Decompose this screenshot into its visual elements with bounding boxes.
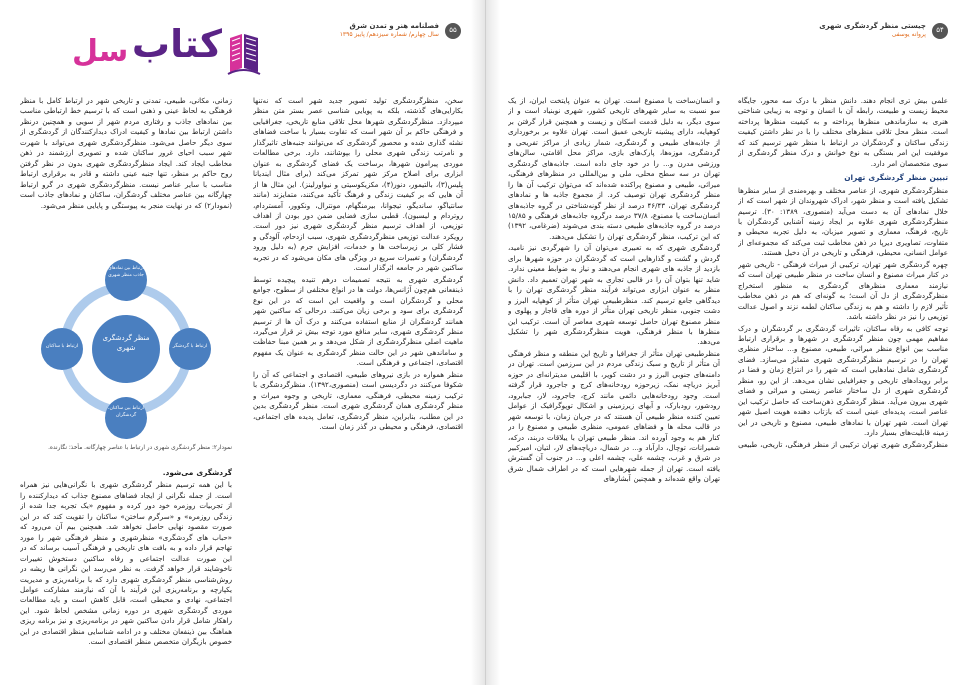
right-page-col-right	[738, 96, 948, 671]
page-number: ۵۴	[932, 23, 948, 39]
left-page-col-left	[20, 96, 232, 256]
paragraph: گردشگری شهری که به تعبیری می‌توان آن را شهرگردی نیز نامید، گردش و گشت و گذارهایی است که گردشگران در حوزه شهرها برای بازدید از جاذبه های شهری انجام می‌دهند و نیاز به ضوابط معینی ندارد. شاید تنها بتوان آن را در قالبی تجاری به شهر تهران تعمیم داد. دانش منظر به عنوان ابزاری می‌تواند فرآیند منظر گردشگری تهران را با دیدگاهی جامع ترسیم کند. منظرطبیعی تهران متأثر از کوهپایه البرز و دشت جنوبی، منظر تاریخی تهران متأثر از دوره های قاجار و پهلوی و منظر مصنوع تهران حاصل توسعه شهری معاصر آن است. ترکیب این منظرها با منظر فرهنگی، هویت منظرگردشگری شهر را تشکیل می‌دهد.	[508, 243, 720, 347]
logo-wordmark	[70, 20, 270, 80]
right-page-col-left	[508, 96, 720, 671]
running-header	[340, 22, 461, 40]
journal-issue: سال چهارم/ شماره سیزدهم/ پاییز ۱۳۹۵	[339, 31, 439, 39]
article-title: چیستی منظر گردشگری شهری	[819, 22, 926, 30]
section-heading: تبیین منظر گردشگری تهران	[844, 173, 948, 183]
four-relations-diagram	[26, 258, 226, 440]
paragraph: و انسان‌ساخت یا مصنوع است. تهران به عنوان پایتخت ایران، از یک سو نسبت به سایر شهرهای تاریخی کشور، شهری نوبنیاد است و از سوی دیگر، به دلیل قدمت اسکان و زیست و همچنین قرار گرفتن بر کوهپایه، دارای پیشینه تاریخی عمیق است. تهران علاوه بر برخورداری از جاذبه‌های طبیعی و گردشگری، شمار زیادی از مراکز تفریحی و گردشگری، موزه‌ها، پارک‌های بازی، مراکز محل اقامتی، سالن‌های ورزشی مدرن و... را در خود جای داده است. جاذبه‌های گردشگری تهران در سه سطح محلی، ملی و بین‌المللی در منظرهای فرهنگی، میراثی، طبیعی و مصنوع پراکنده شده‌اند که می‌توان ترکیب آن ها را منظر گردشگری تهران توصیف کرد. از مجموع جاذبه ها و نمادهای گردشگری تهران، ۴۶/۴۳ درصد از نظر گونه‌شناختی در گروه جاذبه‌های انسان‌ساخت یا مصنوع، ۳۷/۸ درصد درگروه جاذبه‌های فرهنگی و ۱۵/۸۵ درصد در گروه جاذبه‌های طبیعی دسته بندی می‌شوند (ضرغامی، ۱۳۹۲) که این ترکیب، منظر گردشگری تهران را تشکیل می‌دهند.	[508, 96, 720, 241]
figure-caption: نمودار۲: منظر گردشگری شهری در ارتباط با عناصر چهارگانه. مأخذ: نگارنده.	[48, 445, 232, 451]
diagram-right-label: ارتباط با گردشگر	[172, 344, 208, 349]
section-heading: گردشگری می‌شود.	[162, 468, 232, 477]
logo-word-sal: سل	[72, 34, 129, 69]
diagram-left-label: ارتباط با ساکنان	[45, 344, 79, 349]
paragraph: سخن، منظرگردشگری تولید تصویر جدید شهر است که نه‌تنها بکارایی‌های گذشته، بلکه به پویایی شناسی عصر بستر متن منظر میپردازد. منظرگردشگری شهرها محل تلاقی منابع تاریخی، جغرافیایی و فرهنگی حاکم بر آن شهر است که تفاوت بسیار با ساخت فضاهای نشئه گذاری شده و محصور گردشگری که می‌توانند جنبه‌های تاثیرگذار و نامرتب زندگی شهری محلی را بپوشانند، دارد. برخی مطالعات موردی پیرامون شهرها، برساخت یک فضای گردشگری به عنوان ابزاری برای اصلاح مرکز شهر تمرکز می‌کند (برای مثال ایندیانا پلیس(۳)، بالتیمور، دنور(۴)، مکزیکوسیتی و نیواورلینز). این مثال ها از آن هایی که بر کیفیت زندگی و فرهنگ تأکید می‌کنند، متمایزند (مانند سانتیاگو، سانديگو، تیجوانا، بیرمنگهام، مونترال، ونکوور، آمستردام، روتردام و لیسبون). قطبی سازی فضایی ضمن دور بودن از اهداف توزیعی، از اهداف ترسیم منظر گردشگری شهری نیز دور است. رویکرد عدالت توزیعی منظرگردشگری شهری، سبب ازدحام، آلودگی و فشار کلی بر زیرساخت ها و خدمات، افزایش جرم (به دلیل ورود گردشگران) و تغییرات سریع در ویژگی های مکان می‌شود که در تجربه ساکنین شهر در جامعه اثرگذار است.	[253, 96, 463, 273]
kitabsal-logo	[70, 20, 270, 80]
paragraph: با این همه ترسیم منظر گردشگری شهری با نگرانی‌هایی نیز همراه است. از جمله نگرانی از ایجاد فضاهای مصنوع جذاب که دیدارکننده را از تجربیات روزمره خود دور کرده و مفهوم «یک تجربه جدا شده از زندگی روزمره» و «سرگرم ساختن» ساکنان را تقویت کند که در این صورت مقصود نهایی حاصل نخواهد شد. همچنین بیم آن می‌رود که «حباب های گردشگری» منظرشهری و منظر فرهنگی شهر را مورد تهاجم قرار داده و به بافت های تاریخی و فرهنگی آسیب برساند که در این صورت عدالت اجتماعی و رفاه ساکنین دستخوش تغییرات ناخوشایند قرار خواهد گرفت. به نظر می‌رسد این نگرانی ها ریشه در روش‌شناسی منظر گردشگری شهری دارد که با برنامه‌ریزی و مدیریت یکپارچه و برنامه‌ریزی این فرآیند با آن که نیازمند مشارکت عوامل اجتماعی، نهادی و محیطی است، قابل کاهش است و باید مطالعات موردی گردشگری شهری در دوره زمانی مشخص لحاظ شود. این راهکار شامل قرار دادن ساکنین شهر در برنامه‌ریزی و نیز برنامه ریزی هماهنگ بین ذینفعان مختلف و در ادامه شناسایی منظر اقتصادی در این خصوص بازیگران متخصص منظر اقتصادی است.	[20, 480, 232, 647]
running-header	[819, 22, 948, 40]
paragraph: منظرطبیعی تهران متأثر از جغرافیا و تاریخ این منطقه و منظر فرهنگی آن متأثر از تاریخ و سبک زندگی مردم در این سرزمین است. تهران در دامنه‌های جنوبی البرز و در دشت کویر، با اقلیمی مدیترانه‌ای در حوزه آبریز دریاچه نمک، زیرحوزه رودخانه‌های کرج و جاجرود قرار گرفته است. وجود رودخانه‌هایی دائمی مانند کرج، جاجرود، لار، جبابرود، رودشور، رودبارک، و آبهای زیرزمینی و اشکال توپوگرافیک از عوامل تعیین کننده منظر طبیعی آن هستند که در جریان زمان، با توسعه شهر در قالب محله ها و فضاهای عمومی، منظری طبیعی و مصنوع را در کنار هم به وجود آورده اند. منظر طبیعی تهران با ییلاقات دربند، درکه، شمیرانات، توچال، دارآباد و... در شمال، دریاچه‌های لار، لتیان، امیرکبیر در شرق و غرب، چشمه علی، چشمه اعلی و... در جنوب آن گسترش یافته است. تهران از جمله شهرهایی است که در اطراف شمال شرق تهران واقع شده‌اند و همچنین آبشارهای	[508, 348, 720, 484]
diagram-bottom-label: ارتباط بین ساکنان، گردشگران	[108, 406, 144, 418]
right-page	[486, 0, 972, 685]
paragraph: منظر همواره در بازی نیروهای طبیعی، اقتصادی و اجتماعی که آن را شکوفا می‌کنند در دگردیسی است (منصوری،۱۳۹۲). منظرگردشگری با ترکیب زمینه محیطی، فرهنگی، معماری، تاریخی و وجوه میراث و منظر گردشگری همان گردشگری شهری است. منظر گردشگری بدین در این مطلب، بنابراین، منظر گردشگری، تعامل پدیده های اجتماعی، اقتصادی، فرهنگی و محیطی در گذر زمان است.	[253, 369, 463, 432]
paragraph: چهره گردشگری شهر تهران، ترکیبی از میراث فرهنگی - تاریخی شهر در کنار میراث مصنوع و انسان ساخت در منظر طبیعی تهران است که نیازمند معماری منظرهای گردشگری به منظور استخراج منظرگردشگری از دل آن است؛ به گونه‌ای که هم در ذهن مخاطب تأثیر لازم را داشته و هم به زندگی ساکنان لطمه نزند و اصول عدالت توزیعی را نیز در نظر داشته باشد.	[738, 259, 948, 322]
paragraph: زمانی، مکانی، طبیعی، تمدنی و تاریخی شهر در ارتباط کامل با منظر فرهنگی به لحاظ عینی و ذهنی است که با ترسیم خط ارتباطی مناسب بین نمادهای جاذب و رفتاری مردم شهر از سویی و همچنین درنظر داشتن ارتباط بین نمادها و کیفیت ادراک دیدارکنندگان از گردشگری از سوی دیگر حاصل می‌شود. منظرگردشگری شهری می‌تواند با شهرت شهر سبب احیای غرور ساکنان شده و تصویری ارزشمند در ذهن مخاطب ایجاد کند. ایجاد منظرگردشگری شهری بدون در نظر گرفتن روح حاکم بر منظر، تنها جنبه عینی داشته و قادر به برقراری ارتباط مناسب با سایر عناصر نیست. منظرگردشگری شهری در گرو ارتباط چهارگانه بین عناصر مختلف گردشگران، ساکنان و نمادهای جاذب است (نمودار۲) که در نهایت منجر به پیوستگی و پایایی منظر می‌شود.	[20, 96, 232, 210]
gutter-shadow	[471, 0, 485, 685]
diagram-top-label: ارتباط بین نمادهای جاذب منظر شهری	[108, 266, 144, 278]
paragraph: منظرگردشگری شهری، از عناصر مختلف و بهره‌مندی از سایر منظرها تشکیل یافته است و منظر شهر، ادراک شهروندان از شهر است که از خلال نمادهای آن به دست می‌آید (منصوری، ۱۳۸۹: ۳۰). ترسیم منظرگردشگری شهری علاوه بر ایجاد زمینه آشنایی گردشگران با تاریخ، فرهنگ، معماری و تصویر میزبان، به دلیل تجربه محیطی و متفاوت، تصاویری دیرپا در ذهن مخاطب ثبت می‌کند که مجموعه‌ای از عوامل انسانی، محیطی، فرهنگی و تاریخی در آن دخیل هستند.	[738, 185, 948, 258]
paragraph: علمی بیش تری انجام دهند. دانش منظر با درک سه محور، جایگاه محیط زیست و طبیعت، رابطه آن با انسان و توجه به زیبایی شناختی هنری به سازماندهی منظرها پرداخته و به کیفیت منظرها پرداخته است. منظر محل تلاقی منظرهای مختلف را با در نظر داشتن کیفیت زندگی ساکنان و گردشگران در ارتباط با منظر شهر ترسیم کند که موفقیت این امر بستگی به نوع خوانش و درک منظر گردشگری از سوی متخصصان امر دارد.	[738, 96, 948, 168]
article-author: پروانه یوسفی	[891, 31, 926, 39]
diagram-center-label: منظر گردشگری شهری	[102, 334, 150, 352]
paragraph: گردشگری شهری به نتیجه تصمیمات درهم تنیده پیچیده توسط ذینفعانی هم‌چون آژانس‌ها، دولت ها در انواع مختلفی از سطوح، جوامع محلی و گردشگران است و واقعیت این است که در این نوع گردشگری برای سود و برخی زیان می‌کنند. درحالی که ساکنین شهر همانند گردشگران از منابع استفاده می‌کنند و درک آن ها از ترسیم منظر گردشگری شهری، سایر منافع مورد توجه بیش تر قرار می‌گیرد، ماهیت اصلی منظرگردشگری از شکل می‌دهد و بر همین مبنا حفاظت و ساماندهی شهر در این حالت منظر گردشگری به عنوان یک مفهوم اقتصادی، اجتماعی و فرهنگی است.	[253, 274, 463, 368]
gutter-shadow	[486, 0, 500, 685]
page-number: ۵۵	[445, 23, 461, 39]
journal-title: فصلنامه هنر و تمدن شرق	[349, 22, 439, 30]
paragraph: منظرگردشگری شهری تهران ترکیبی از منظر فرهنگی، تاریخی، طبیعی	[738, 439, 948, 449]
left-page-col-right	[253, 96, 463, 671]
paragraph: توجه کافی به رفاه ساکنان، تاثیرات گردشگری بر گردشگران و درک مفاهیم مهمی چون منظر گردشگری در شهرها و برقراری ارتباط مناسب بین انواع منظر میراثی، طبیعی، مصنوع و... ساختار منظری تهران را در ترسیم منظرگردشگری شهری متمایز می‌سازد. فضای گردشگری شامل نمادهایی است که شهر را در انتزاع زمان و فضا در برابر رویدادهای تاریخی و جغرافیایی نشان می‌دهد. از این رو، منظر گردشگری شهری از دل ساختار عناصر زیستی و میراثی و فضای شهری بیرون می‌آید. منظر گردشگری ذهن‌ساخت که حاصل ترکیب این عناصر است، پدیده‌ای عینی است که بازتاب دهنده هویت اصیل شهر تهران است. شهر تهران با نمادهای طبیعی، مصنوع و تاریخی در این زمینه قابلیت‌های بسیار دارد.	[738, 323, 948, 438]
logo-word-ketab: کتاب	[131, 22, 222, 66]
left-page-col-left-bottom	[20, 464, 232, 672]
